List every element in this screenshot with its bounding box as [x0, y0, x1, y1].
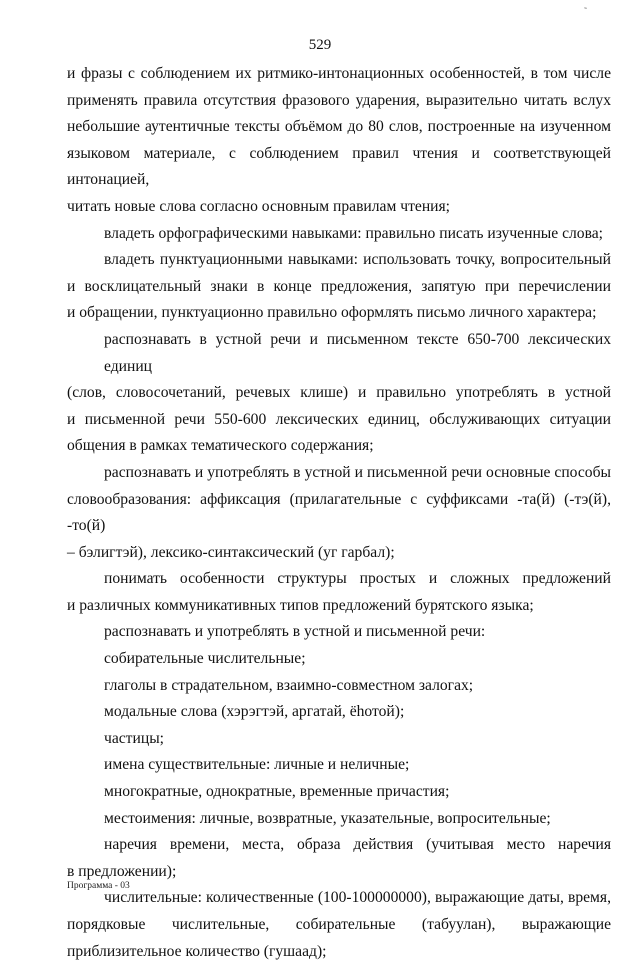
text-line: и фразы с соблюдением их ритмико-интонационных особенностей, в том числе: [67, 65, 611, 82]
text-line: частицы;: [104, 729, 164, 747]
text-line: небольшие аутентичные тексты объёмом до 80 слов, построенные на изученном: [67, 118, 611, 136]
text-line: читать новые слова согласно основным правилам чтения;: [67, 197, 451, 215]
text-line: глаголы в страдательном, взаимно-совместном залогах;: [104, 676, 474, 694]
text-line: числительные: количественные (100-100000000), выражающие даты, время,: [104, 889, 611, 907]
text-line: имена существительные: личные и неличные;: [104, 756, 410, 774]
text-line: (слов, словосочетаний, речевых клише) и правильно употреблять в устной: [67, 384, 611, 402]
body-text: [67, 61, 611, 965]
footer-label: Программа - 03: [67, 881, 130, 891]
text-line: приблизительное количество (гушаад);: [67, 942, 327, 960]
text-line: модальные слова (хэрэгтэй, аргатай, ёhотой);: [104, 703, 405, 721]
text-line: понимать особенности структуры простых и сложных предложений: [104, 570, 611, 588]
text-line: порядковые числительные, собирательные (табуулан), выражающие: [67, 916, 611, 933]
text-line: распознавать в устной речи и письменном тексте 650-700 лексических единиц: [104, 330, 611, 375]
text-line: применять правила отсутствия фразового ударения, выразительно читать вслух: [67, 91, 611, 109]
text-line: в предложении);: [67, 862, 177, 880]
text-line: владеть орфографическими навыками: правильно писать изученные слова;: [104, 224, 603, 242]
text-line: и восклицательный знаки в конце предложения, запятую при перечислении: [67, 277, 611, 295]
text-line: многократные, однократные, временные причастия;: [104, 783, 450, 801]
text-line: наречия времени, места, образа действия (учитывая место наречия: [104, 836, 611, 854]
text-line: – бэлигтэй), лексико-синтаксический (уг гарбал);: [67, 543, 395, 561]
text-line: распознавать и употреблять в устной и письменной речи основные способы: [104, 463, 611, 481]
text-line: и различных коммуникативных типов предложений бурятского языка;: [67, 596, 534, 614]
text-line: распознавать и употреблять в устной и письменной речи:: [104, 623, 486, 641]
text-line: общения в рамках тематического содержания;: [67, 437, 374, 455]
text-line: местоимения: личные, возвратные, указательные, вопросительные;: [104, 809, 551, 827]
text-line: языковом материале, с соблюдением правил чтения и соответствующей интонацией,: [67, 144, 611, 189]
page-number: 529: [308, 37, 332, 53]
text-line: словообразования: аффиксация (прилагательные с суффиксами -та(й) (-тэ(й), -то(й): [67, 490, 611, 535]
text-line: владеть пунктуационными навыками: использовать точку, вопросительный: [104, 251, 611, 269]
corner-mark: ˜: [584, 6, 587, 16]
text-line: и письменной речи 550-600 лексических единиц, обслуживающих ситуации: [67, 410, 611, 428]
text-line: и обращении, пунктуационно правильно оформлять письмо личного характера;: [67, 304, 597, 322]
text-line: собирательные числительные;: [104, 650, 306, 668]
